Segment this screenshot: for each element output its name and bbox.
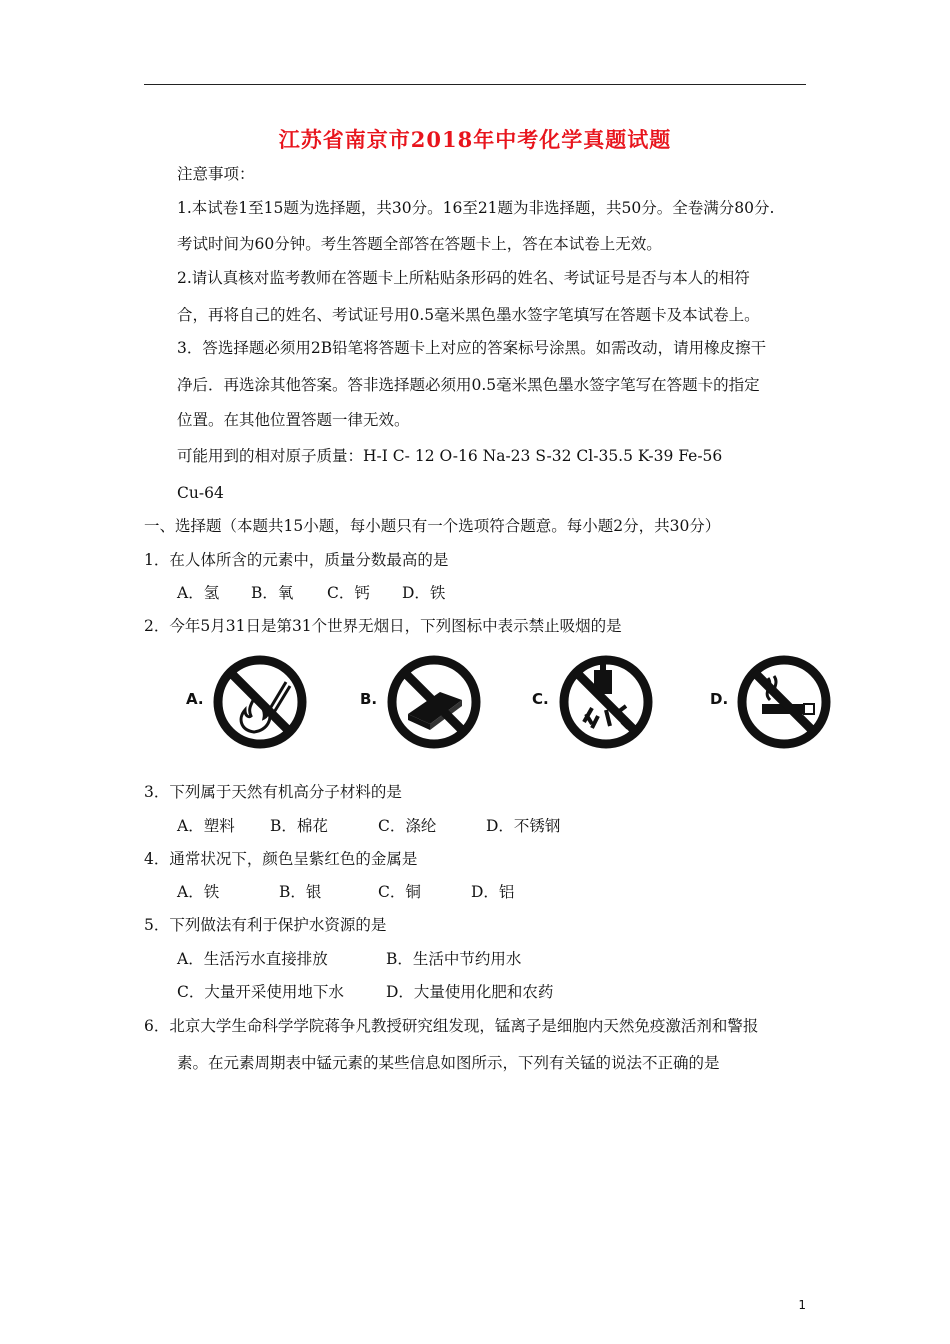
question-2-stem: 2．今年5月31日是第31个世界无烟日，下列图标中表示禁止吸烟的是	[144, 617, 622, 635]
no-matches-icon	[384, 652, 484, 752]
question-2-option-b[interactable]	[360, 652, 480, 752]
question-2-option-d[interactable]	[710, 652, 830, 752]
no-smoking-icon	[734, 652, 834, 752]
question-1-option-a[interactable]: A．氢	[177, 584, 220, 602]
question-1-option-d[interactable]: D．铁	[402, 584, 446, 602]
atomic-mass-line-cont: Cu-64	[177, 484, 224, 502]
option-b-letter: B.	[360, 690, 378, 708]
no-fireworks-icon	[556, 652, 656, 752]
question-5-option-c[interactable]: C．大量开采使用地下水	[177, 983, 344, 1001]
question-4-option-d[interactable]: D．铝	[471, 883, 515, 901]
question-1-option-c[interactable]: C．钙	[327, 584, 370, 602]
question-3-option-a[interactable]: A．塑料	[177, 817, 235, 835]
section-heading: 一、选择题（本题共15小题，每小题只有一个选项符合题意。每小题2分，共30分）	[144, 517, 721, 535]
question-6-stem: 6．北京大学生命科学学院蒋争凡教授研究组发现，锰离子是细胞内天然免疫激活剂和警报	[144, 1017, 759, 1035]
notes-heading: 注意事项：	[177, 165, 255, 183]
question-4-option-a[interactable]: A．铁	[177, 883, 220, 901]
question-3-option-c[interactable]: C．涤纶	[378, 817, 437, 835]
notes-line-2: 考试时间为60分钟。考生答题全部答在答题卡上，答在本试卷上无效。	[177, 235, 662, 253]
question-6-stem-cont: 素。在元素周期表中锰元素的某些信息如图所示，下列有关锰的说法不正确的是	[177, 1054, 720, 1072]
page-title: 江苏省南京市2018年中考化学真题试题	[278, 127, 672, 152]
question-3-stem: 3．下列属于天然有机高分子材料的是	[144, 783, 402, 801]
no-fire-icon	[210, 652, 310, 752]
notes-line-6: 净后．再选涂其他答案。答非选择题必须用0.5毫米黑色墨水签字笔写在答题卡的指定	[177, 376, 760, 394]
question-1-stem: 1．在人体所含的元素中，质量分数最高的是	[144, 551, 449, 569]
question-5-option-a[interactable]: A．生活污水直接排放	[177, 950, 328, 968]
question-5-stem: 5．下列做法有利于保护水资源的是	[144, 916, 387, 934]
atomic-mass-line: 可能用到的相对原子质量：H-I C- 12 O-16 Na-23 S-32 Cl-35.5 K-39 Fe-56	[177, 447, 723, 465]
question-4-stem: 4．通常状况下，颜色呈紫红色的金属是	[144, 850, 418, 868]
question-3-option-d[interactable]: D．不锈钢	[486, 817, 561, 835]
option-a-letter: A.	[186, 690, 204, 708]
notes-line-1: 1.本试卷1至15题为选择题，共30分。16至21题为非选择题，共50分。全卷满分80分.	[177, 199, 775, 217]
question-5-option-d[interactable]: D．大量使用化肥和农药	[386, 983, 554, 1001]
question-2-signs	[180, 652, 850, 752]
question-2-option-c[interactable]	[532, 652, 652, 752]
question-2-option-a[interactable]	[186, 652, 306, 752]
question-1-option-b[interactable]: B．氧	[251, 584, 294, 602]
question-5-option-b[interactable]: B．生活中节约用水	[386, 950, 522, 968]
page-number: 1	[798, 1298, 806, 1312]
question-4-option-c[interactable]: C．铜	[378, 883, 421, 901]
notes-line-7: 位置。在其他位置答题一律无效。	[177, 411, 410, 429]
question-4-option-b[interactable]: B．银	[279, 883, 322, 901]
option-c-letter: C.	[532, 690, 549, 708]
notes-line-5: 3．答选择题必须用2B铅笔将答题卡上对应的答案标号涂黑。如需改动，请用橡皮擦干	[177, 339, 767, 357]
notes-line-4: 合，再将自己的姓名、考试证号用0.5毫米黑色墨水签字笔填写在答题卡及本试卷上。	[177, 306, 760, 324]
top-rule	[144, 84, 806, 85]
question-3-option-b[interactable]: B．棉花	[270, 817, 328, 835]
option-d-letter: D.	[710, 690, 729, 708]
notes-line-3: 2.请认真核对监考教师在答题卡上所粘贴条形码的姓名、考试证号是否与本人的相符	[177, 269, 750, 287]
